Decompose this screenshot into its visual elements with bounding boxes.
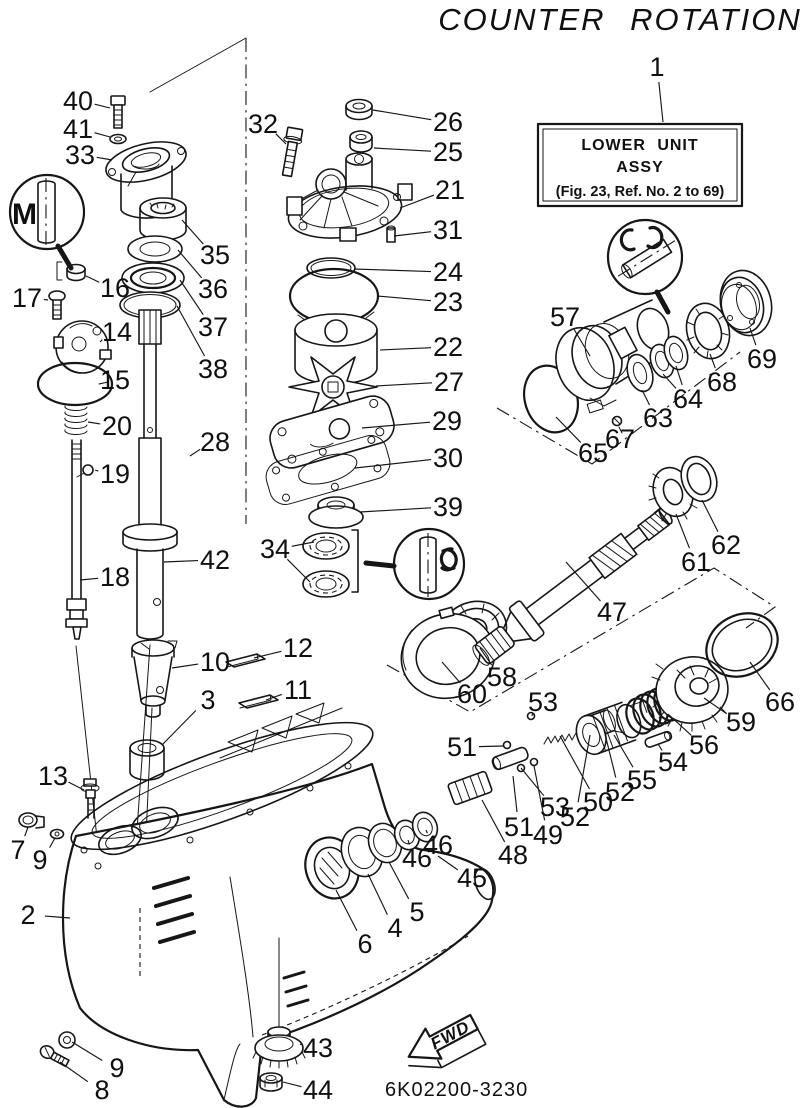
leader-line-39 xyxy=(360,508,431,512)
assembly-box-line3: (Fig. 23, Ref. No. 2 to 69) xyxy=(555,184,725,200)
callout-label-33: 33 xyxy=(64,140,96,170)
part-nut-44 xyxy=(260,1073,282,1091)
callout-label-62: 62 xyxy=(710,530,742,560)
leader-line-31 xyxy=(394,232,431,236)
part-bushing-3 xyxy=(130,740,164,780)
part-washer-36 xyxy=(128,236,182,262)
leader-line-9 xyxy=(72,1042,102,1060)
part-prop-shaft-47 xyxy=(465,497,682,675)
part-key-11 xyxy=(239,695,278,708)
callout-label-29: 29 xyxy=(431,406,463,436)
leader-line-44 xyxy=(283,1082,301,1087)
callout-label-2: 2 xyxy=(20,900,36,930)
callout-label-61: 61 xyxy=(680,547,712,577)
callout-label-31: 31 xyxy=(432,215,464,245)
callout-label-66: 66 xyxy=(764,687,796,717)
callout-label-69: 69 xyxy=(746,344,778,374)
callout-label-30: 30 xyxy=(432,443,464,473)
inset-circlip-magnifier-center xyxy=(366,529,464,599)
callout-label-59: 59 xyxy=(725,707,757,737)
leader-line-25 xyxy=(374,148,431,151)
fwd-arrow-label: FWD xyxy=(427,1017,474,1054)
callout-label-10: 10 xyxy=(199,647,231,677)
leader-line-43 xyxy=(300,1044,301,1045)
callout-label-16: 16 xyxy=(99,273,131,303)
page-title: COUNTER ROTATION xyxy=(438,2,802,37)
callout-label-51: 51 xyxy=(503,812,535,842)
callout-label-9: 9 xyxy=(109,1053,125,1083)
callout-label-56: 56 xyxy=(688,730,720,760)
leader-line-66 xyxy=(750,662,770,690)
leader-line-51 xyxy=(479,746,503,747)
leader-line-17 xyxy=(44,299,48,300)
callout-label-24: 24 xyxy=(432,257,464,287)
leader-line-34 xyxy=(287,559,310,582)
leader-line-3 xyxy=(162,710,196,745)
callout-label-8: 8 xyxy=(94,1075,110,1105)
part-washer-41 xyxy=(110,135,126,144)
callout-label-13: 13 xyxy=(37,761,69,791)
leader-line-23 xyxy=(377,296,431,301)
assembly-box-line2: ASSY xyxy=(616,159,664,176)
leader-line-26 xyxy=(373,110,431,120)
callout-label-22: 22 xyxy=(432,332,464,362)
callout-label-41: 41 xyxy=(62,114,94,144)
leader-line-18 xyxy=(80,578,98,580)
part-ball-49 xyxy=(531,759,538,766)
inset-shaft-mark-magnifier xyxy=(10,175,84,268)
callout-label-26: 26 xyxy=(432,107,464,137)
shaft-stamp-mark: M xyxy=(12,198,37,231)
callout-label-52: 52 xyxy=(559,802,591,832)
part-clip-19 xyxy=(77,465,93,477)
callout-label-44: 44 xyxy=(302,1075,334,1105)
callout-label-21: 21 xyxy=(434,175,466,205)
assembly-label-box xyxy=(538,124,742,206)
part-oil-seal-37 xyxy=(122,263,184,293)
callout-label-17: 17 xyxy=(11,283,43,313)
part-pin-31 xyxy=(387,226,395,242)
leader-line-62 xyxy=(702,500,718,532)
callout-label-25: 25 xyxy=(432,137,464,167)
leader-line-51 xyxy=(513,776,517,812)
callout-label-64: 64 xyxy=(672,384,704,414)
callout-label-1: 1 xyxy=(649,52,665,82)
part-grommet-26 xyxy=(346,100,372,120)
callout-label-3: 3 xyxy=(200,685,216,715)
callout-label-14: 14 xyxy=(101,317,133,347)
assembly-box-line1: LOWER UNIT xyxy=(581,137,699,154)
inset-circlip-magnifier-right xyxy=(608,220,682,312)
callout-label-35: 35 xyxy=(199,240,231,270)
part-bolt-40 xyxy=(111,96,125,128)
part-fitting-13 xyxy=(81,779,99,818)
part-sleeve-10 xyxy=(132,640,177,717)
part-plate-29 xyxy=(266,392,398,472)
callout-label-47: 47 xyxy=(596,597,628,627)
part-pin-54 xyxy=(644,731,672,749)
callout-label-34: 34 xyxy=(259,534,291,564)
callout-label-45: 45 xyxy=(456,863,488,893)
callout-label-54: 54 xyxy=(657,747,689,777)
part-shift-rod-18 xyxy=(66,440,87,639)
leader-line-19 xyxy=(95,470,98,471)
callout-label-67: 67 xyxy=(604,424,636,454)
part-forward-gear-59 xyxy=(650,650,734,731)
leader-line-33 xyxy=(97,157,112,160)
part-bearing-35 xyxy=(140,198,186,240)
part-key-12 xyxy=(226,654,265,667)
callout-label-9: 9 xyxy=(32,845,48,875)
callout-label-49: 49 xyxy=(532,820,564,850)
callout-label-38: 38 xyxy=(197,354,229,384)
part-ball-51a xyxy=(504,742,511,749)
callout-label-60: 60 xyxy=(456,679,488,709)
callout-label-40: 40 xyxy=(62,86,94,116)
callout-label-23: 23 xyxy=(432,287,464,317)
leader-line-41 xyxy=(94,133,110,137)
leader-line-30 xyxy=(355,460,431,468)
callout-label-57: 57 xyxy=(549,302,581,332)
callout-label-46: 46 xyxy=(401,843,433,873)
callout-label-46: 46 xyxy=(422,830,454,860)
callout-label-32: 32 xyxy=(247,109,279,139)
part-washer-9a xyxy=(51,830,64,839)
leader-line-55 xyxy=(614,735,633,767)
part-bearings-34 xyxy=(303,530,358,597)
callout-label-12: 12 xyxy=(282,633,314,663)
callout-label-6: 6 xyxy=(357,929,373,959)
leader-line-1 xyxy=(659,82,663,122)
callout-label-4: 4 xyxy=(387,913,403,943)
part-collar-25 xyxy=(350,131,372,152)
leader-line-24 xyxy=(354,269,431,272)
part-screw-17 xyxy=(49,291,65,319)
part-plunger-sleeve-48 xyxy=(447,771,492,805)
part-driveshaft-42 xyxy=(123,310,177,639)
callout-label-18: 18 xyxy=(99,562,131,592)
callout-label-27: 27 xyxy=(433,367,465,397)
callout-label-51: 51 xyxy=(446,732,478,762)
leader-line-28 xyxy=(190,449,200,456)
callout-label-28: 28 xyxy=(199,427,231,457)
callout-label-52: 52 xyxy=(604,777,636,807)
callout-label-36: 36 xyxy=(197,274,229,304)
part-washer-9b xyxy=(59,1032,75,1048)
callout-label-68: 68 xyxy=(706,367,738,397)
leader-line-52 xyxy=(604,730,616,777)
callout-label-55: 55 xyxy=(626,765,658,795)
callout-label-63: 63 xyxy=(642,403,674,433)
leader-line-16 xyxy=(86,276,99,282)
part-bolt-32 xyxy=(278,127,304,177)
callout-label-42: 42 xyxy=(199,545,231,575)
part-spring-50 xyxy=(544,733,576,744)
callout-label-20: 20 xyxy=(101,411,133,441)
callout-label-58: 58 xyxy=(486,662,518,692)
leader-line-27 xyxy=(376,383,432,386)
fwd-arrow xyxy=(397,1007,486,1081)
callout-label-53: 53 xyxy=(527,687,559,717)
leader-line-20 xyxy=(88,422,100,424)
part-seal-carrier-39 xyxy=(309,497,363,528)
leader-line-22 xyxy=(380,348,431,350)
callout-label-11: 11 xyxy=(283,675,313,705)
leader-line-10 xyxy=(172,664,198,668)
callout-label-7: 7 xyxy=(10,835,26,865)
leader-line-8 xyxy=(60,1062,88,1082)
callout-label-65: 65 xyxy=(577,438,609,468)
leader-line-40 xyxy=(95,104,110,108)
part-spring-20 xyxy=(65,406,87,435)
leader-line-48 xyxy=(482,800,505,842)
figure-part-code: 6K02200-3230 xyxy=(385,1079,529,1101)
callout-label-43: 43 xyxy=(302,1033,334,1063)
callout-label-19: 19 xyxy=(99,459,131,489)
callout-label-48: 48 xyxy=(497,840,529,870)
callout-label-15: 15 xyxy=(99,365,131,395)
callout-label-53: 53 xyxy=(539,792,571,822)
callout-label-5: 5 xyxy=(409,897,425,927)
callout-label-39: 39 xyxy=(432,492,464,522)
callout-label-37: 37 xyxy=(197,312,229,342)
leader-line-9 xyxy=(50,838,55,848)
leader-line-42 xyxy=(164,561,198,562)
part-plug-7 xyxy=(19,813,44,828)
callout-label-50: 50 xyxy=(582,787,614,817)
